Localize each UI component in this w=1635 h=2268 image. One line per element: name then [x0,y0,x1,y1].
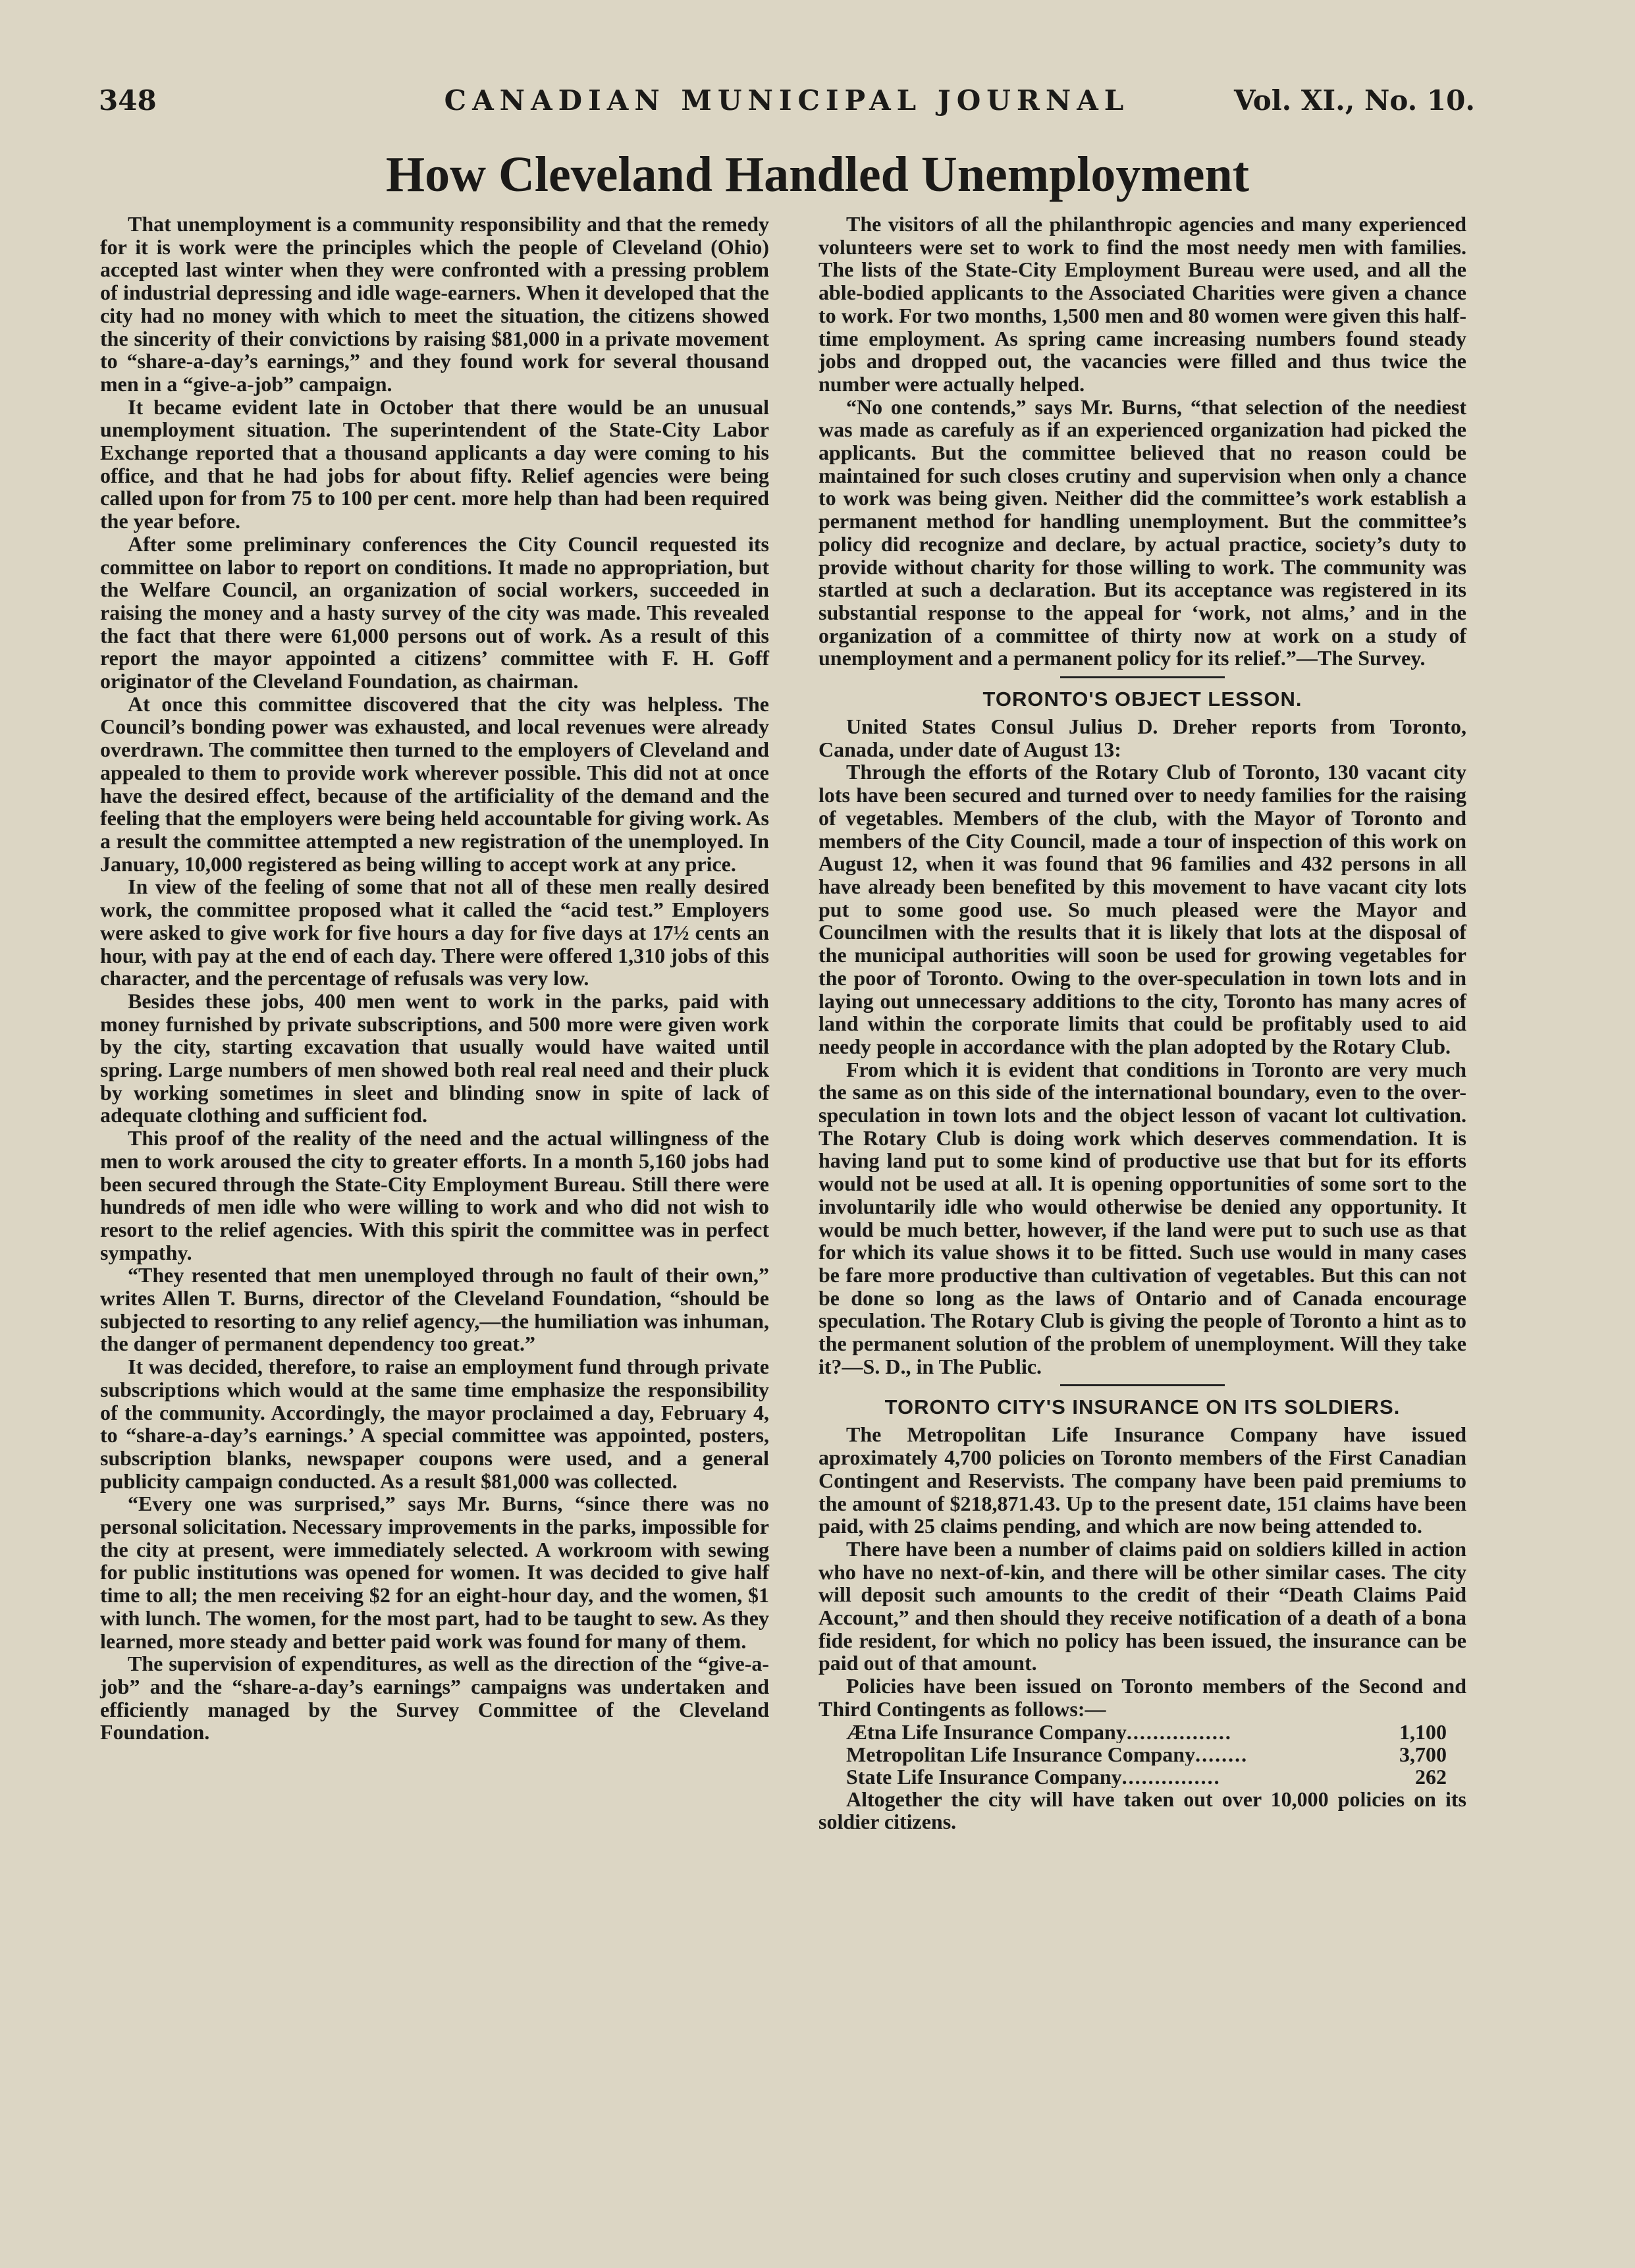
table-row [818,1721,1466,1743]
paragraph: The visitors of all the philanthropic agencies and many experienced volunteers were set to work to find the most needy men with families. The lists of the State-City Employment Bureau were used, and all the able-bodied applicants to the Associated Charities were given a chance to work. For two months, 1,500 men and 80 women were given this half-time employment. As spring came increasing numbers found steady jobs and dropped out, the vacancies were filled and thus twice the number were actually helped. [818,212,1466,396]
paragraph: Through the efforts of the Rotary Club of Toronto, 130 vacant city lots have been secured and turned over to needy families for the raising of vegetables. Members of the club, with the Mayor of Toronto and members of the City Council, made a tour of inspection of this work on August 12, when it was found that 96 families and 432 persons in all have already been benefited by this movement to have vacant city lots put to some good use. So much pleased were the Mayor and Councilmen with the results that it is likely that lots at the disposal of the municipal authorities will soon be used for growing vegetables for the poor of Toronto. Owing to the over-speculation in town lots and in laying out unnecessary additions to the city, Toronto has many acres of land within the corporate limits that could be profitably used to aid needy people in accordance with the plan adopted by the Rotary Club. [818,760,1466,1058]
paragraph: The Metropolitan Life Insurance Company have issued aproximately 4,700 policies on Toronto members of the First Canadian Contingent and Reservists. The company have been paid premiums to the amount of $218,871.43. Up to the present date, 151 claims have been paid, with 25 claims pending, and which are now being attended to. [818,1422,1466,1538]
paragraph: “No one contends,” says Mr. Burns, “that selection of the neediest was made as carefuly as if an experienced organization had picked the applicants. But the committee believed that no reason could be maintained for such closes crutiny and supervision when only a chance to work was being given. Neither did the committee’s work establish a permanent method for handling unemployment. But the committee’s policy did recognize and declare, by actual practice, society’s duty to provide without charity for those willing to work. The community was startled at such a declaration. But its acceptance was registered in its substantial response to the appeal for ‘work, not alms,’ and in the organization of a committee of thirty now at work on a study of unemployment and a permanent policy for its relief.”—The Survey. [818,394,1466,670]
paragraph: “They resented that men unemployed through no fault of their own,” writes Allen T. Burns, director of the Cleveland Foundation, “should be subjected to resorting to any relief agency,—the humiliation was inhuman, the danger of permanent dependency too great.” [100,1263,769,1356]
paragraph: “Every one was surprised,” says Mr. Burns, “since there was no personal solicitation. Necessary improvements in the parks, impossible for the city at present, were immediately selected. A workroom with sewing for public institutions was opened for women. It was decided to give half time to all; the men receiving $2 for an eight-hour day, and the women, $1 with lunch. The women, for the most part, had to be taught to sew. As they learned, more steady and better paid work was found for many of them. [100,1492,769,1653]
paragraph: In view of the feeling of some that not all of these men really desired work, the committee proposed what it called the “acid test.” Employers were asked to give work for five hours a day for five days at 17½ cents an hour, with pay at the end of each day. There were offered 1,310 jobs of this character, and the percentage of refusals was very low. [100,875,769,990]
company-name: State Life Insurance Company [846,1765,1122,1788]
left-column [100,213,769,1744]
table-row [818,1766,1466,1788]
paragraph: The supervision of expenditures, as well as the direction of the “give-a-job” and the “share-a-day’s earnings” campaigns was undertaken and efficiently managed by the Survey Committee of the Cleveland Foundation. [100,1652,769,1744]
paragraph: Policies have been issued on Toronto members of the Second and Third Contingents as follows:— [818,1674,1466,1721]
paragraph: After some preliminary conferences the City Council requested its committee on labor to report on conditions. It made no appropriation, but the Welfare Council, an organization of social workers, succeeded in raising the money and a hasty survey of the city was made. This revealed the fact that there were 61,000 persons out of work. As a result of this report the mayor appointed a citizens’ committee with F. H. Goff originator of the Cleveland Foundation, as chairman. [100,531,769,693]
leader-dots: ............... [1121,1765,1221,1788]
paragraph: From which it is evident that conditions in Toronto are very much the same as on this side of the international boundary, even to the over-speculation in town lots and the object lesson of vacant lot cultivation. The Rotary Club is doing work which deserves commendation. It is having land put to some kind of productive use that but for its efforts would not be used at all. It is opening opportunities of some sort to the involuntarily idle who would otherwise be denied any opportunity. It would be much better, however, if the land were put to such use as that for which its value shows it to be fitted. Such use would in many cases be fare more productive than cultivation of vegetables. But this can not be done so long as the laws of Ontario and of Canada encourage speculation. The Rotary Club is giving the people of Toronto a hint as to the permanent solution of the problem of unemployment. Will they take it?—S. D., in The Public. [818,1057,1466,1378]
paragraph: That unemployment is a community responsibility and that the remedy for it is work were the principles which the people of Cleveland (Ohio) accepted last winter when they were confronted with a pressing problem of industrial depressing and idle wage-earners. When it developed that the city had no money with which to meet the situation, the citizens showed the sincerity of their convictions by raising $81,000 in a private movement to “share-a-day’s earnings,” and they found work for several thousand men in a “give-a-job” campaign. [100,212,769,396]
policies-table [818,1721,1466,1788]
company-name: Metropolitan Life Insurance Company [846,1742,1196,1766]
paragraph: United States Consul Julius D. Dreher reports from Toronto, Canada, under date of August 13: [818,715,1466,761]
paragraph: It became evident late in October that there would be an unusual unemployment situation. The superintendent of the State-City Labor Exchange reported that a thousand applicants a day were coming to his office, and that he had jobs for about fifty. Relief agencies were being called upon for from 75 to 100 per cent. more help than had been required the year before. [100,394,769,533]
page-header [99,84,1475,124]
page-number: 348 [99,84,157,117]
paragraph: Besides these jobs, 400 men went to work in the parks, paid with money furnished by private subscriptions, and 500 more were given work by the city, starting excavation that usually would have waited until spring. Large numbers of men showed both real real need and their pluck by working sometimes in sleet and blinding snow in spite of lack of adequate clothing and sufficient fod. [100,988,769,1127]
right-column [818,213,1466,1833]
journal-name: CANADIAN MUNICIPAL JOURNAL [444,84,1130,117]
leader-dots: ........ [1195,1742,1248,1766]
leader-dots: ................ [1126,1720,1232,1743]
company-name: Ætna Life Insurance Company [846,1720,1127,1743]
policy-count: 262 [1415,1764,1447,1789]
section-divider [1060,1384,1225,1386]
policy-count: 3,700 [1399,1742,1447,1766]
article-title: How Cleveland Handled Unemployment [385,147,1250,202]
paragraph: It was decided, therefore, to raise an employment fund through private subscriptions which would at the same time emphasize the responsibility of the community. Accordingly, the mayor proclaimed a day, February 4, to “share-a-day’s earnings.’ A special committee was appointed, posters, subscription blanks, newspaper coupons were used, and a general publicity campaign conducted. As a result $81,000 was collected. [100,1355,769,1493]
section-heading-insurance: TORONTO CITY'S INSURANCE ON ITS SOLDIERS. [884,1395,1401,1419]
section-heading-toronto-lesson: TORONTO'S OBJECT LESSON. [982,688,1302,711]
paragraph: There have been a number of claims paid on soldiers killed in action who have no next-of-kin, and there will be other similar cases. The city will deposit such amounts to the credit of their “Death Claims Paid Account,” and then should they receive notification of a death of a bona fide resident, for which no policy has been issued, the insurance can be paid out of that amount. [818,1536,1466,1675]
section-divider [1060,676,1225,678]
paragraph: At once this committee discovered that the city was helpless. The Council’s bonding power was exhausted, and local revenues were already overdrawn. The committee then turned to the employers of Cleveland and appealed to them to provide work wherever possible. This did not at once have the desired effect, because of the artificiality of the demand and the feeling that the employers were being held accountable for giving work. As a result the committee attempted a new registration of the unemployed. In January, 10,000 registered as being willing to accept work at any price. [100,691,769,876]
policy-count: 1,100 [1399,1719,1447,1744]
volume-number: Vol. XI., No. 10. [1233,84,1475,117]
paragraph: This proof of the reality of the need and the actual willingness of the men to work aroused the city to greater efforts. In a month 5,160 jobs had been secured through the State-City Employment Bureau. Still there were hundreds of men idle who were willing to work and who did not wish to resort to the relief agencies. With this spirit the committee was in perfect sympathy. [100,1126,769,1264]
table-row [818,1743,1466,1766]
paragraph: Altogether the city will have taken out over 10,000 policies on its soldier citizens. [818,1787,1466,1834]
